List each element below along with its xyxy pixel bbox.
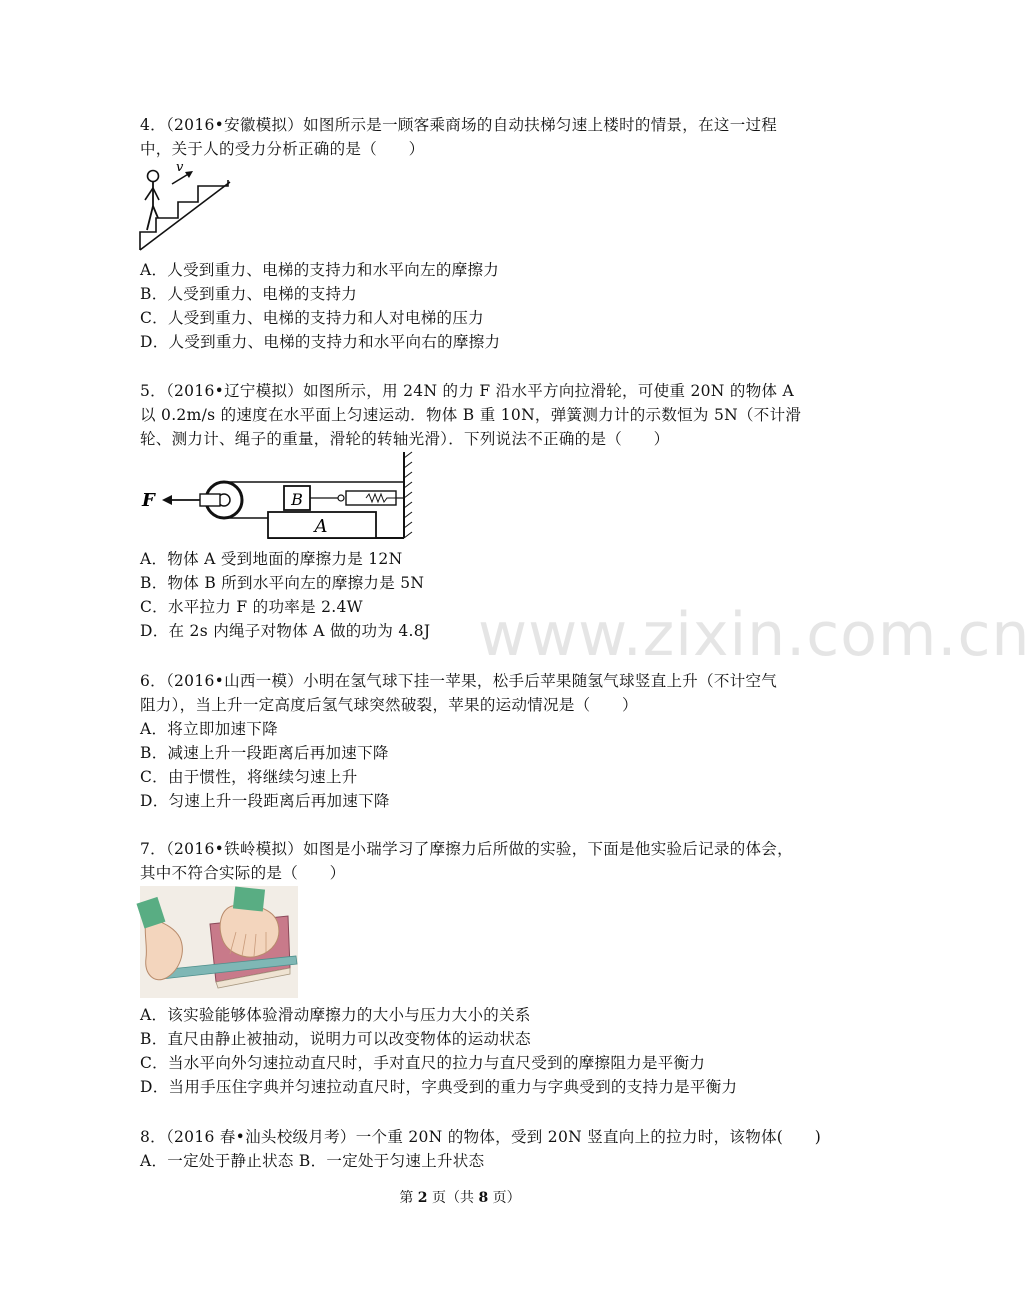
- footer-middle: 页（共: [427, 1190, 479, 1206]
- q7-stem-line-2: 其中不符合实际的是（ ）: [140, 864, 346, 882]
- q5-option-a: A．物体 A 受到地面的摩擦力是 12N: [140, 550, 403, 568]
- q5-option-c: C．水平拉力 F 的功率是 2.4W: [140, 598, 363, 616]
- watermark: www.zixin.com.cn: [478, 600, 1030, 670]
- q6-option-c: C．由于惯性，将继续匀速上升: [140, 768, 358, 786]
- q5-stem-line-3: 轮、测力计、绳子的重量，滑轮的转轴光滑）．下列说法不正确的是（ ）: [140, 430, 670, 448]
- q6-option-d: D．匀速上升一段距离后再加速下降: [140, 792, 390, 810]
- q4-option-d: D．人受到重力、电梯的支持力和水平向右的摩擦力: [140, 333, 501, 351]
- q8-options-line: A．一定处于静止状态 B．一定处于匀速上升状态: [140, 1152, 485, 1170]
- q4-stem-line-2: 中，关于人的受力分析正确的是（ ）: [140, 140, 425, 158]
- q4-option-c: C．人受到重力、电梯的支持力和人对电梯的压力: [140, 309, 484, 327]
- q6-stem-line-1: 6．（2016•山西一模）小明在氢气球下挂一苹果，松手后苹果随氢气球竖直上升（不计空气: [140, 672, 778, 690]
- page-footer: [0, 1187, 920, 1207]
- pulley-figure: [138, 450, 418, 546]
- escalator-figure: [138, 160, 234, 254]
- block-b-label: B: [291, 490, 303, 509]
- q5-stem-line-2: 以 0.2m/s 的速度在水平面上匀速运动．物体 B 重 10N，弹簧测力计的示数恒为 5N（不计滑: [140, 406, 802, 424]
- q7-option-b: B．直尺由静止被抽动，说明力可以改变物体的运动状态: [140, 1030, 531, 1048]
- q7-option-c: C．当水平向外匀速拉动直尺时，手对直尺的拉力与直尺受到的摩擦阻力是平衡力: [140, 1054, 706, 1072]
- q5-option-b: B．物体 B 所到水平向左的摩擦力是 5N: [140, 574, 425, 592]
- q6-stem-line-2: 阻力），当上升一定高度后氢气球突然破裂，苹果的运动情况是（ ）: [140, 696, 638, 714]
- footer-prefix: 第: [399, 1190, 418, 1206]
- force-f-label: F: [142, 490, 155, 511]
- q7-option-d: D．当用手压住字典并匀速拉动直尺时，字典受到的重力与字典受到的支持力是平衡力: [140, 1078, 738, 1096]
- footer-page-number: 2: [417, 1190, 428, 1206]
- q4-stem-line-1: 4．（2016•安徽模拟）如图所示是一顾客乘商场的自动扶梯匀速上楼时的情景，在这一过程: [140, 116, 778, 134]
- q4-option-a: A．人受到重力、电梯的支持力和水平向左的摩擦力: [140, 261, 500, 279]
- q7-option-a: A．该实验能够体验滑动摩擦力的大小与压力大小的关系: [140, 1006, 531, 1024]
- hands-ruler-photo: [140, 886, 298, 998]
- footer-total-pages: 8: [478, 1190, 489, 1206]
- q5-stem-line-1: 5．（2016•辽宁模拟）如图所示，用 24N 的力 F 沿水平方向拉滑轮，可使重 20N 的物体 A: [140, 382, 795, 400]
- block-a-label: A: [314, 516, 328, 537]
- q8-stem-line-1: 8．（2016 春•汕头校级月考）一个重 20N 的物体，受到 20N 竖直向上的拉力时，该物体( ): [140, 1128, 822, 1146]
- q4-option-b: B．人受到重力、电梯的支持力: [140, 285, 358, 303]
- velocity-label: v: [176, 160, 184, 175]
- q5-option-d: D．在 2s 内绳子对物体 A 做的功为 4.8J: [140, 622, 431, 640]
- q6-option-a: A．将立即加速下降: [140, 720, 278, 738]
- q6-option-b: B．减速上升一段距离后再加速下降: [140, 744, 389, 762]
- footer-suffix: 页）: [488, 1190, 521, 1206]
- q7-stem-line-1: 7．（2016•铁岭模拟）如图是小瑞学习了摩擦力后所做的实验，下面是他实验后记录的体会，: [140, 840, 793, 858]
